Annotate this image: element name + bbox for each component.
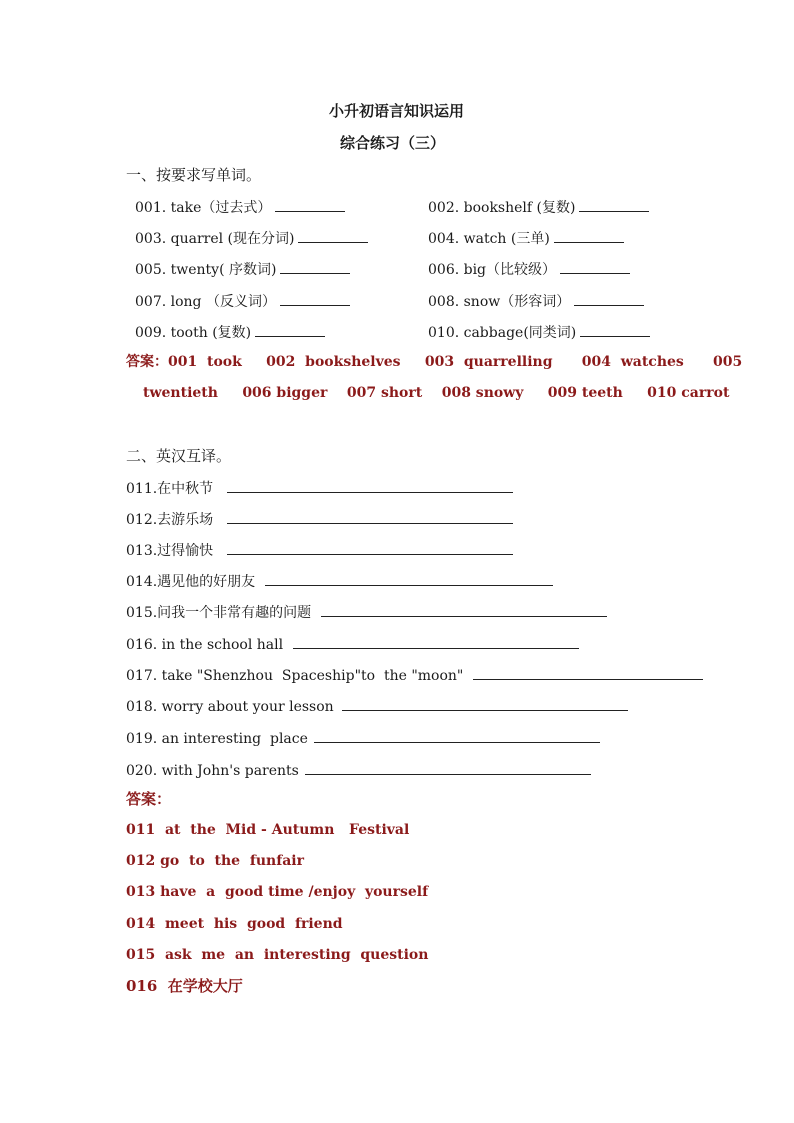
section1-heading: 一、按要求写单词。 [126,166,262,184]
answer-blank[interactable] [579,197,649,212]
answer-blank[interactable] [321,602,607,617]
answer-blank[interactable] [473,665,703,680]
section2-answer: 011 at the Mid - Autumn Festival [126,822,410,838]
translation-item: 016. in the school hall [126,634,579,654]
answer-blank[interactable] [227,509,513,524]
translation-item: 019. an interesting place [126,728,600,748]
section2-answer-label: 答案： [126,790,172,808]
answer-blank[interactable] [580,322,650,337]
exercise-item: 001. take（过去式） [135,197,345,217]
exercise-item: 009. tooth (复数) [135,322,325,342]
exercise-item: 005. twenty( 序数词) [135,259,350,279]
translation-item: 011.在中秋节 [126,478,513,498]
section2-answer: 016 在学校大厅 [126,977,243,995]
answer-blank[interactable] [554,228,624,243]
answer-blank[interactable] [342,696,628,711]
exercise-item: 010. cabbage(同类词) [428,322,650,342]
translation-item: 012.去游乐场 [126,509,513,529]
exercise-item: 002. bookshelf (复数) [428,197,649,217]
translation-item: 017. take "Shenzhou Spaceship"to the "moon" [126,665,703,685]
section2-heading: 二、英汉互译。 [126,447,232,465]
answer-blank[interactable] [227,478,513,493]
document-title: 小升初语言知识运用 [329,102,465,120]
answer-blank[interactable] [280,291,350,306]
translation-item: 020. with John's parents [126,760,591,780]
exercise-item: 008. snow（形容词） [428,291,644,311]
translation-item: 015.问我一个非常有趣的问题 [126,602,607,622]
exercise-item: 003. quarrel (现在分词) [135,228,368,248]
answer-blank[interactable] [255,322,325,337]
answer-blank[interactable] [574,291,644,306]
answer-blank[interactable] [265,571,553,586]
answer-blank[interactable] [560,259,630,274]
answer-blank[interactable] [227,540,513,555]
answer-blank[interactable] [275,197,345,212]
section1-answers-line2: twentieth 006 bigger 007 short 008 snowy 009 teeth 010 carrot [143,385,730,401]
answer-blank[interactable] [314,728,600,743]
answer-blank[interactable] [293,634,579,649]
section2-answer: 013 have a good time /enjoy yourself [126,884,429,900]
exercise-item: 006. big（比较级） [428,259,630,279]
answer-blank[interactable] [280,259,350,274]
answer-blank[interactable] [298,228,368,243]
section1-answers-line1: 答案：001 took 002 bookshelves 003 quarrelling 004 watches 005 [126,354,743,370]
translation-item: 013.过得愉快 [126,540,513,560]
document-subtitle: 综合练习（三） [340,134,446,152]
translation-item: 018. worry about your lesson [126,696,628,716]
translation-item: 014.遇见他的好朋友 [126,571,553,591]
section2-answer: 015 ask me an interesting question [126,947,429,963]
exercise-item: 004. watch (三单) [428,228,624,248]
section2-answer: 014 meet his good friend [126,916,343,932]
answer-blank[interactable] [305,760,591,775]
section2-answer: 012 go to the funfair [126,853,304,869]
exercise-item: 007. long （反义词） [135,291,350,311]
